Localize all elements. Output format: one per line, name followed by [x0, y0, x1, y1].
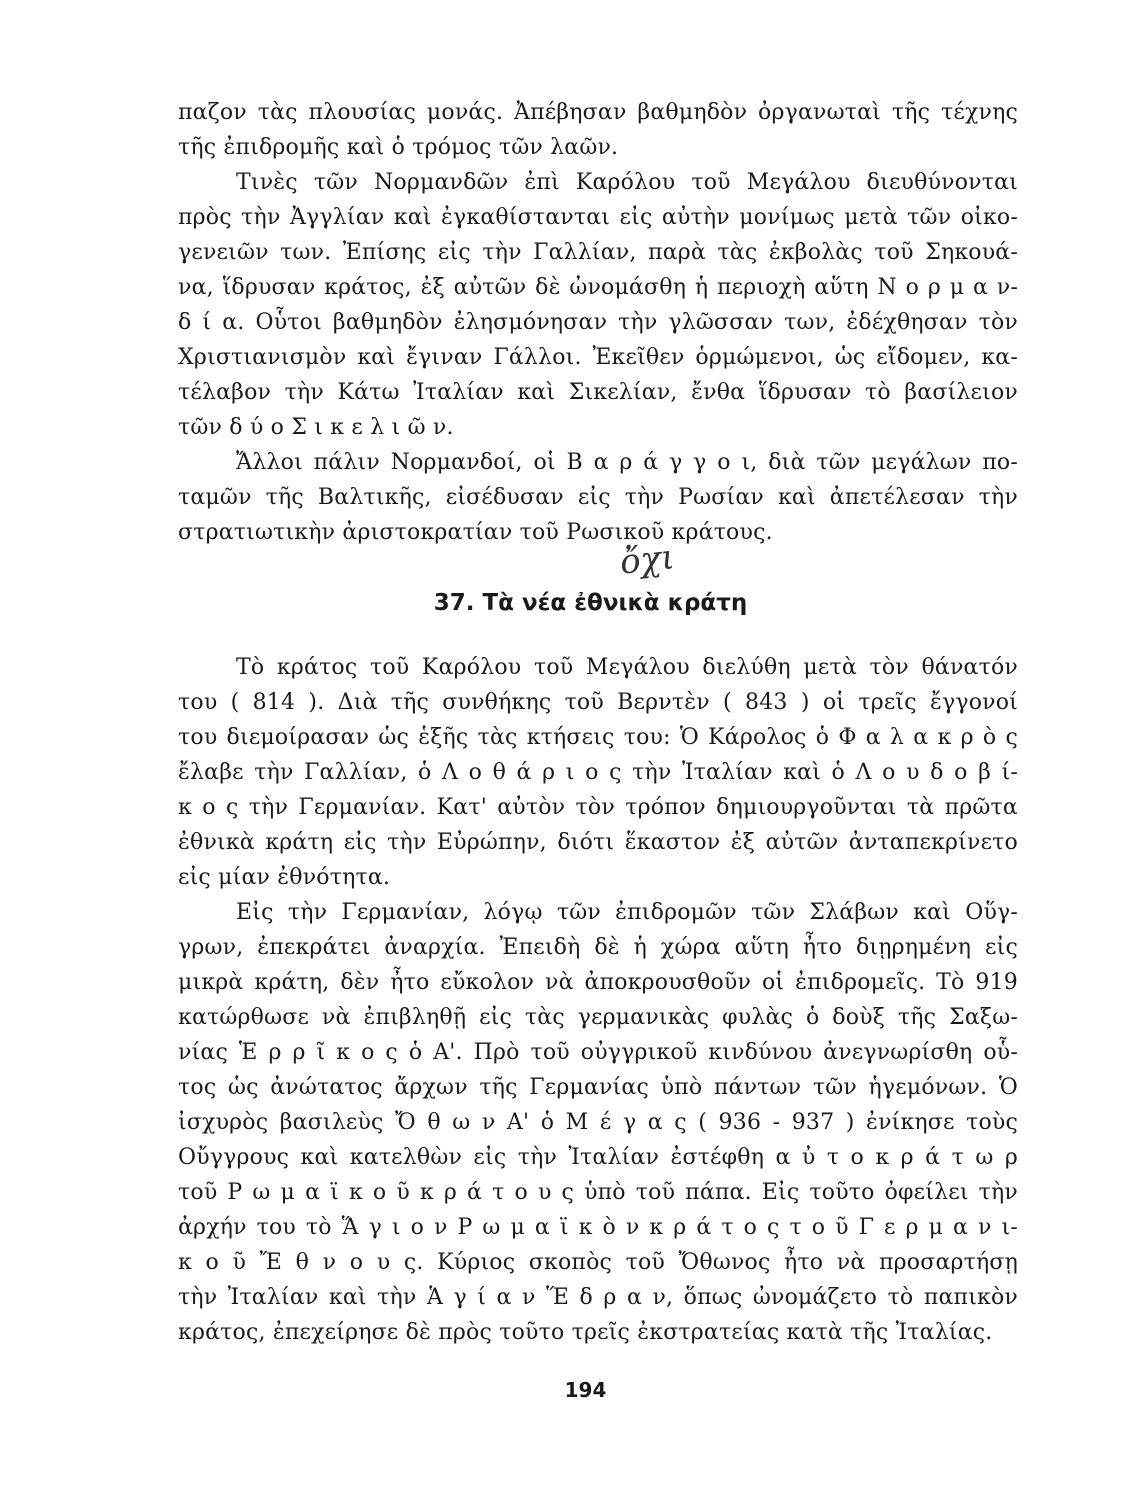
text-line: Οὔγγρους καὶ κατελθὼν εἰς τὴν Ἰταλίαν ἐστέφθη α ὐ τ ο κ ρ ά τ ω ρ	[178, 1145, 1018, 1170]
text-line: Χριστιανισμὸν καὶ ἔγιναν Γάλλοι. Ἐκεῖθεν ὁρμώμενοι, ὡς εἴδομεν, κα-	[178, 345, 1018, 370]
text-line: Τὸ κράτος τοῦ Καρόλου τοῦ Μεγάλου διελύθη μετὰ τὸν θάνατόν	[236, 655, 1018, 680]
text-line: τοῦ Ρ ω μ α ϊ κ ο ῦ κ ρ ά τ ο υ ς ὑπὸ τοῦ πάπα. Εἰς τοῦτο ὀφείλει τὴν	[178, 1180, 1018, 1205]
text-line: του διεμοίρασαν ὡς ἑξῆς τὰς κτήσεις του: Ὁ Κάρολος ὁ Φ α λ α κ ρ ὸ ς	[178, 725, 1018, 750]
text-line: δ ί α. Οὗτοι βαθμηδὸν ἐλησμόνησαν τὴν γλῶσσαν των, ἐδέχθησαν τὸν	[178, 310, 1018, 335]
text-line: πρὸς τὴν Ἀγγλίαν καὶ ἐγκαθίστανται εἰς αὐτὴν μονίμως μετὰ τῶν οἰκο-	[178, 205, 1018, 230]
text-line: κ ο ς τὴν Γερμανίαν. Κατ' αὐτὸν τὸν τρόπον δημιουργοῦνται τὰ πρῶτα	[178, 795, 1018, 820]
text-line: Ἄλλοι πάλιν Νορμανδοί, οἱ Β α ρ ά γ γ ο ι, διὰ τῶν μεγάλων πο-	[236, 450, 1018, 475]
text-line: ἰσχυρὸς βασιλεὺς Ὄ θ ω ν Α' ὁ Μ έ γ α ς ( 936 - 937 ) ἐνίκησε τοὺς	[178, 1110, 1018, 1135]
text-line: να, ἵδρυσαν κράτος, ἐξ αὐτῶν δὲ ὠνομάσθη ἡ περιοχὴ αὕτη Ν ο ρ μ α ν-	[178, 275, 1018, 300]
text-line: κράτος, ἐπεχείρησε δὲ πρὸς τοῦτο τρεῖς ἐκστρατείας κατὰ τῆς Ἰταλίας.	[178, 1320, 993, 1345]
text-line: τῆς ἐπιδρομῆς καὶ ὁ τρόμος τῶν λαῶν.	[178, 135, 619, 160]
text-line: ἔλαβε τὴν Γαλλίαν, ὁ Λ ο θ ά ρ ι ο ς τὴν Ἰταλίαν καὶ ὁ Λ ο υ δ ο β ί-	[178, 760, 1018, 785]
handwritten-note: ὄχι	[618, 537, 677, 583]
text-line: του ( 814 ). Διὰ τῆς συνθήκης τοῦ Βερντὲν ( 843 ) οἱ τρεῖς ἔγγονοί	[178, 690, 1018, 715]
text-block-national-states	[178, 650, 1018, 1350]
text-line: τῶν δ ύ ο Σ ι κ ε λ ι ῶ ν.	[178, 415, 454, 440]
text-line: ταμῶν τῆς Βαλτικῆς, εἰσέδυσαν εἰς τὴν Ρωσίαν καὶ ἀπετέλεσαν τὴν	[178, 485, 1018, 510]
text-line: μικρὰ κράτη, δὲν ἦτο εὔκολον νὰ ἀποκρουσθοῦν οἱ ἐπιδρομεῖς. Τὸ 919	[178, 970, 1018, 995]
text-line: τος ὡς ἀνώτατος ἄρχων τῆς Γερμανίας ὑπὸ πάντων τῶν ἡγεμόνων. Ὁ	[178, 1075, 1018, 1100]
page-number: 194	[564, 1378, 607, 1402]
text-line: ἐθνικὰ κράτη εἰς τὴν Εὐρώπην, διότι ἕκαστον ἐξ αὐτῶν ἀνταπεκρίνετο	[178, 830, 1018, 855]
text-line: κατώρθωσε νὰ ἐπιβληθῇ εἰς τὰς γερμανικὰς φυλὰς ὁ δοὺξ τῆς Σαξω-	[178, 1005, 1018, 1030]
text-line: γενειῶν των. Ἐπίσης εἰς τὴν Γαλλίαν, παρὰ τὰς ἐκβολὰς τοῦ Σηκουά-	[178, 240, 1018, 265]
text-line: τὴν Ἰταλίαν καὶ τὴν Ἁ γ ί α ν Ἕ δ ρ α ν, ὅπως ὠνομάζετο τὸ παπικὸν	[178, 1285, 1018, 1310]
text-line: εἰς μίαν ἐθνότητα.	[178, 865, 391, 890]
text-line: τέλαβον τὴν Κάτω Ἰταλίαν καὶ Σικελίαν, ἔνθα ἵδρυσαν τὸ βασίλειον	[178, 380, 1018, 405]
text-line: γρων, ἐπεκράτει ἀναρχία. Ἐπειδὴ δὲ ἡ χώρα αὕτη ἦτο διῃρημένη εἰς	[178, 935, 1018, 960]
section-title: 37. Τὰ νέα ἐθνικὰ κράτη	[433, 590, 748, 616]
text-block-normans	[178, 95, 1018, 550]
text-line: στρατιωτικὴν ἀριστοκρατίαν τοῦ Ρωσικοῦ κράτους.	[178, 520, 773, 545]
text-line: κ ο ῦ Ἔ θ ν ο υ ς. Κύριος σκοπὸς τοῦ Ὄθωνος ἦτο νὰ προσαρτήσῃ	[178, 1250, 1018, 1275]
text-line: παζον τὰς πλουσίας μονάς. Ἀπέβησαν βαθμηδὸν ὀργανωταὶ τῆς τέχνης	[178, 100, 1018, 125]
text-line: Τινὲς τῶν Νορμανδῶν ἐπὶ Καρόλου τοῦ Μεγάλου διευθύνονται	[236, 170, 1018, 195]
text-line: Εἰς τὴν Γερμανίαν, λόγῳ τῶν ἐπιδρομῶν τῶν Σλάβων καὶ Οὕγ-	[236, 900, 1018, 925]
text-line: νίας Ἑ ρ ρ ῖ κ ο ς ὁ Α'. Πρὸ τοῦ οὐγγρικοῦ κινδύνου ἀνεγνωρίσθη οὗ-	[178, 1040, 1018, 1065]
text-line: ἀρχήν του τὸ Ἅ γ ι ο ν Ρ ω μ α ϊ κ ὸ ν κ ρ ά τ ο ς τ ο ῦ Γ ε ρ μ α ν ι-	[178, 1215, 1018, 1240]
